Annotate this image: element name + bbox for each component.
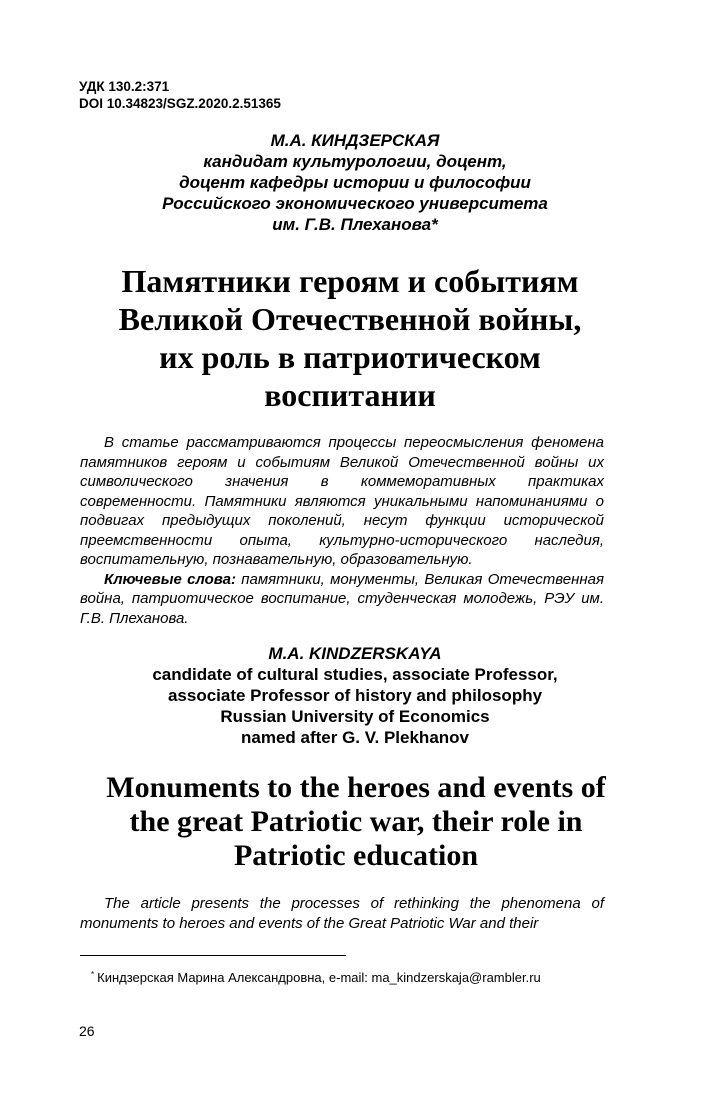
title-line: воспитании [264,377,436,413]
author-block-en [80,643,630,748]
title-line: the great Patriotic war, their role in [129,805,583,838]
title-line: Памятники героям и событиям [121,263,579,299]
article-title-ru [80,262,620,414]
footnote [91,967,541,986]
abstract-text-ru: В статье рассматриваются процессы переосмысления феномена памятников героям и событиям Великой Отечественной войны их символического значения в коммеморативных практиках современности. Памятники являются уникальными напоминаниями о подвигах предыдущих поколений, несут функции исторической преемственности опыта, культурно-исторического наследия, воспитательную, познавательную, образовательную. [80,434,604,568]
author-affiliation-line: Russian University of Economics [220,707,490,726]
article-title-en [80,771,632,873]
author-block-ru [80,130,630,235]
doi[interactable]: DOI 10.34823/SGZ.2020.2.51365 [79,96,281,111]
author-affiliation-line: доцент кафедры истории и философии [179,173,531,192]
footnote-divider [80,955,346,956]
author-affiliation-line: candidate of cultural studies, associate Professor, [152,665,558,684]
author-affiliation-line: associate Professor of history and philosophy [167,686,543,705]
author-name-ru: М.А. КИНДЗЕРСКАЯ [270,131,440,150]
title-line: Великой Отечественной войны, [118,301,582,337]
author-affiliation-line: Российского экономического университета [162,194,548,213]
author-name-en: M.A. KINDZERSKAYA [268,644,442,663]
title-line: Patriotic education [233,839,479,872]
article-metadata [79,78,281,112]
author-affiliation-line: named after G. V. Plekhanov [240,728,469,747]
author-affiliation-line: кандидат культурологии, доцент, [203,152,507,171]
title-line: их роль в патриотическом [159,339,541,375]
keywords-text: памятники, монументы, Великая Отечественная война, патриотическое воспитание, студенческая молодежь, РЭУ им. Г.В. Плеханова. [80,570,604,627]
author-affiliation-line: им. Г.В. Плеханова* [272,215,438,234]
abstract-ru [80,433,604,628]
keywords-label: Ключевые слова: [104,570,236,588]
footnote-text: Киндзерская Марина Александровна, e-mail: ma_kindzerskaja@rambler.ru [97,970,541,985]
abstract-en: The article presents the processes of rethinking the phenomena of monuments to heroes and events of the Great Patriotic War and their [80,895,604,932]
title-line: Monuments to the heroes and events of [106,771,606,804]
footnote-mark: * [91,970,95,979]
keywords-ru [80,570,604,629]
udk-code: УДК 130.2:371 [79,79,170,94]
page-number: 26 [79,1023,95,1039]
